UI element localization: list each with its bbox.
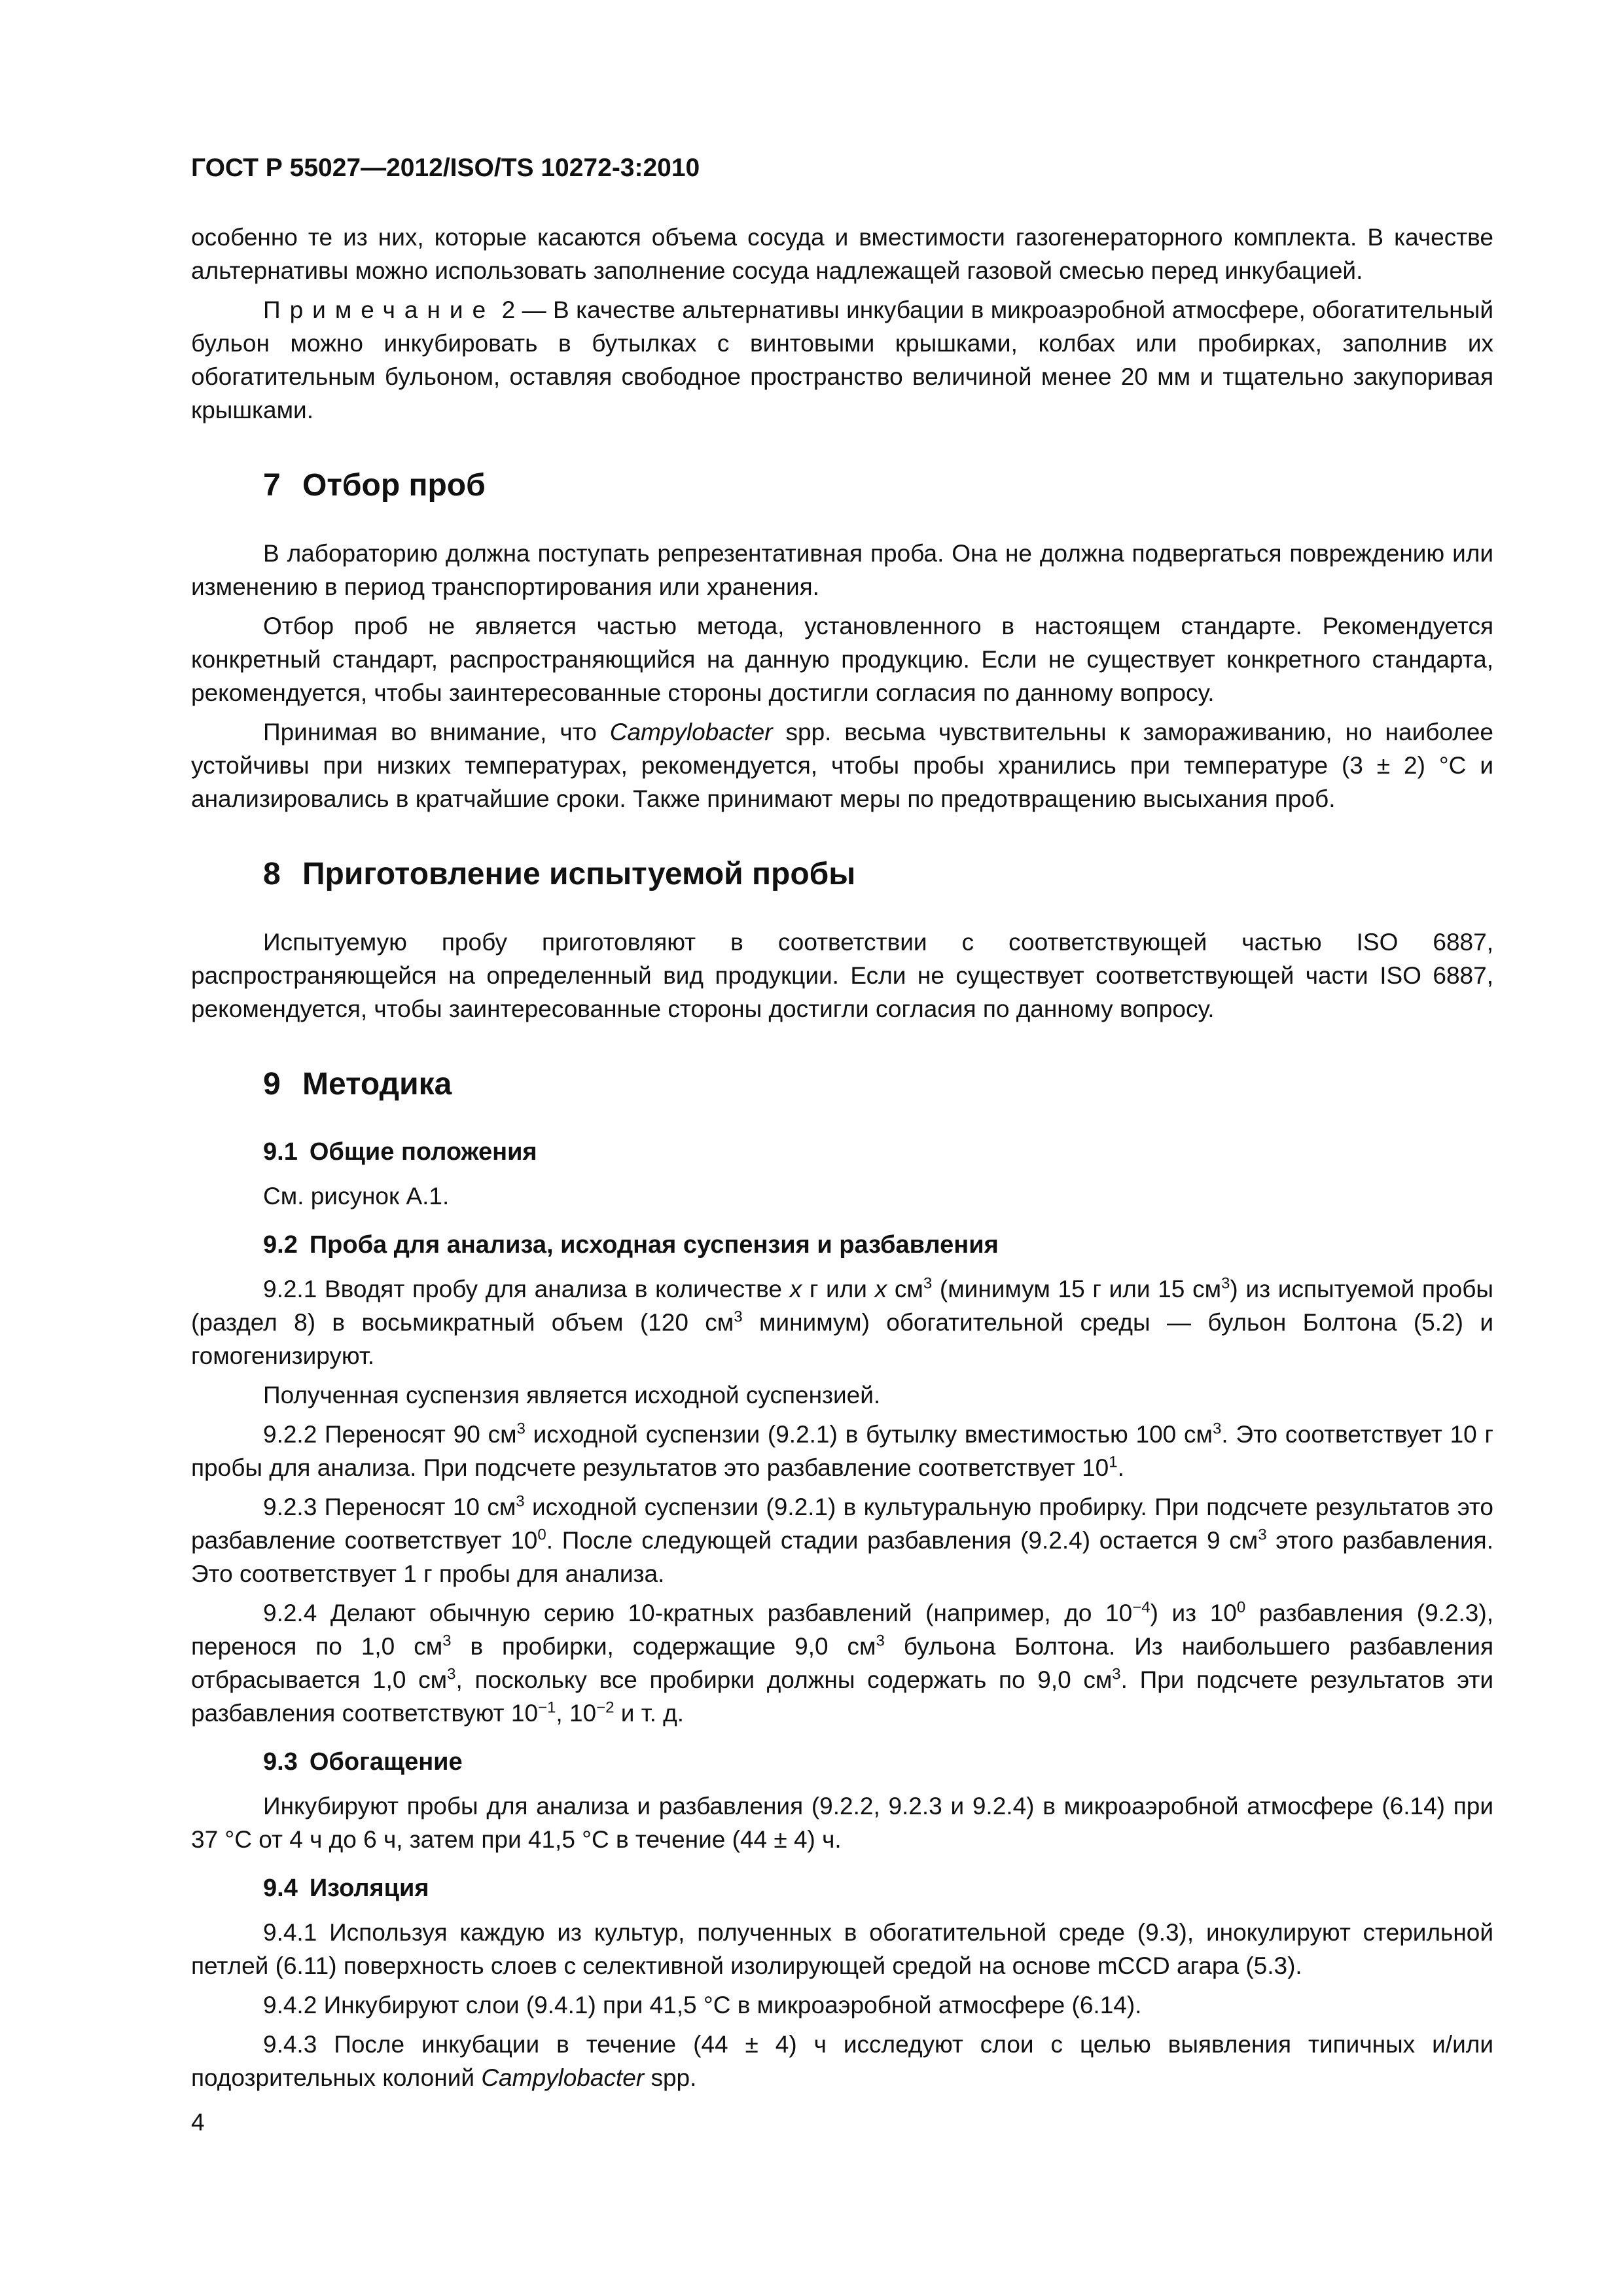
- superscript: 1: [1109, 1453, 1118, 1471]
- text-run: (минимум 15 г или 15 см: [932, 1276, 1222, 1302]
- clause-9-4-2-paragraph: 9.4.2 Инкубируют слои (9.4.1) при 41,5 °С в микроаэробной атмосфере (6.14).: [263, 1992, 1142, 2018]
- text-run: , поскольку все пробирки должны содержать по 9,0 см: [455, 1666, 1113, 1693]
- note-2-paragraph: [191, 293, 1493, 427]
- subsection-9-2-heading: [263, 1229, 1493, 1262]
- clause-9-4-1-paragraph: 9.4.1 Используя каждую из культур, полученных в обогатительной среде (9.3), инокулируют стерильной петлей (6.11) поверхность слоев с селективной изолирующей средой на основе mCCD агара (5.3).: [191, 1919, 1493, 1979]
- subsection-9-1-heading: [263, 1136, 1493, 1169]
- text-run: , 10: [556, 1700, 597, 1727]
- clause-9-2-4-paragraph: [191, 1596, 1493, 1730]
- text-run: . После следующей стадии разбавления (9.2.4) остается 9 см: [546, 1527, 1258, 1554]
- superscript: 3: [516, 1492, 525, 1511]
- subsection-9-3-heading: [263, 1746, 1493, 1779]
- text-run: в пробирки, содержащие 9,0 см: [451, 1633, 876, 1660]
- section-7-heading: [263, 466, 1493, 505]
- superscript: −4: [1132, 1598, 1150, 1617]
- superscript: 3: [876, 1632, 885, 1650]
- text-run: spp. весьма чувствительны к замораживанию, но наиболее устойчивы при низких температурах, рекомендуется, чтобы пробы хранились при температуре (3 ± 2) °С и анализировались в кратчайшие сроки. Также принимают меры по предотвращению высыхания проб.: [191, 719, 1493, 812]
- section-7-paragraph-3: [191, 715, 1493, 816]
- subsection-number: 9.1: [263, 1138, 298, 1166]
- subsection-number: 9.2: [263, 1231, 298, 1259]
- superscript: −1: [538, 1698, 556, 1717]
- text-run: этого разбавления. Это соответствует 1 г пробы для анализа.: [191, 1527, 1493, 1587]
- superscript: 3: [447, 1665, 456, 1683]
- section-title: Отбор проб: [302, 468, 486, 503]
- subsection-title: Общие положения: [309, 1138, 537, 1166]
- text-run: 9.2.2 Переносят 90 см: [263, 1421, 517, 1448]
- subsection-number: 9.4: [263, 1874, 298, 1902]
- page-number: 4: [191, 2109, 205, 2136]
- section-7-paragraph-2: Отбор проб не является частью метода, установленного в настоящем стандарте. Рекомендуется конкретный стандарт, распространяющийся на данную продукцию. Если не существует конкретного стандарта, рекомендуется, чтобы заинтересованные стороны достигли согласия по данному вопросу.: [191, 613, 1493, 706]
- italic-genus-name: Campylobacter: [609, 719, 773, 745]
- section-8-heading: [263, 855, 1493, 894]
- italic-genus-name: Campylobacter: [481, 2064, 645, 2091]
- intro-continuation-paragraph: особенно те из них, которые касаются объема сосуда и вместимости газогенераторного комплекта. В качестве альтернативы можно использовать заполнение сосуда надлежащей газовой смесью перед инкубацией.: [191, 224, 1493, 284]
- superscript: 3: [1212, 1420, 1222, 1438]
- text-run: . При подсчете результатов эти разбавления соответствуют 10: [191, 1666, 1493, 1727]
- note-label: Примечание: [263, 296, 495, 323]
- section-9-heading: [263, 1065, 1493, 1104]
- superscript: 0: [537, 1526, 546, 1544]
- superscript: 0: [1236, 1598, 1246, 1617]
- text-run: . Это соответствует 10 г пробы для анализа. При подсчете результатов это разбавление соответствует 10: [191, 1421, 1494, 1481]
- superscript: 3: [442, 1632, 452, 1650]
- section-number: 8: [263, 857, 281, 891]
- clause-9-2-2-paragraph: [191, 1418, 1493, 1484]
- subsection-title: Изоляция: [309, 1874, 429, 1902]
- section-title: Методика: [302, 1067, 452, 1102]
- subsection-9-4-heading: [263, 1872, 1493, 1905]
- text-run: 9.4.3 После инкубации в течение (44 ± 4) ч исследуют слои с целью выявления типичных и/или подозрительных колоний: [191, 2031, 1493, 2091]
- section-title: Приготовление испытуемой пробы: [302, 857, 856, 891]
- text-run: 9.2.4 Делают обычную серию 10-кратных разбавлений (например, до 10: [263, 1600, 1133, 1626]
- section-number: 7: [263, 468, 281, 503]
- section-number: 9: [263, 1067, 281, 1102]
- text-run: исходной суспензии (9.2.1) в культуральную пробирку. При подсчете результатов это разбавление соответствует 10: [191, 1494, 1494, 1554]
- superscript: 3: [734, 1308, 743, 1326]
- superscript: −2: [596, 1698, 615, 1717]
- subsection-9-1-text: См. рисунок А.1.: [263, 1183, 450, 1210]
- section-7-paragraph-1: В лабораторию должна поступать репрезентативная проба. Она не должна подвергаться повреждению или изменению в период транспортирования или хранения.: [191, 540, 1493, 600]
- page-content: [191, 152, 1493, 2100]
- text-run: 9.2.1 Вводят пробу для анализа в количестве: [263, 1276, 790, 1302]
- clause-9-2-1-paragraph: [191, 1272, 1493, 1372]
- clause-9-2-3-paragraph: [191, 1490, 1493, 1590]
- text-run: см: [887, 1276, 923, 1302]
- standard-header: ГОСТ Р 55027—2012/ISO/TS 10272-3:2010: [191, 154, 700, 182]
- text-run: бульона Болтона. Из наибольшего разбавления отбрасывается 1,0 см: [191, 1633, 1494, 1693]
- superscript: 3: [923, 1274, 933, 1293]
- text-run: spp.: [644, 2064, 697, 2091]
- text-run: исходной суспензии (9.2.1) в бутылку вместимостью 100 см: [525, 1421, 1213, 1448]
- subsection-number: 9.3: [263, 1748, 298, 1776]
- text-run: г или: [802, 1276, 875, 1302]
- subsection-title: Обогащение: [309, 1748, 463, 1776]
- clause-9-4-3-paragraph: [191, 2028, 1493, 2094]
- text-run: разбавления (9.2.3), перенося по 1,0 см: [191, 1600, 1493, 1660]
- subsection-9-3-text: Инкубируют пробы для анализа и разбавления (9.2.2, 9.2.3 и 9.2.4) в микроаэробной атмосфере (6.14) при 37 °С от 4 ч до 6 ч, затем при 41,5 °С в течение (44 ± 4) ч.: [191, 1793, 1493, 1853]
- text-run: Принимая во внимание, что: [263, 719, 610, 745]
- section-8-paragraph-1: Испытуемую пробу приготовляют в соответствии с соответствующей частью ISO 6887, распространяющейся на определенный вид продукции. Если не существует соответствующей части ISO 6887, рекомендуется, чтобы заинтересованные стороны достигли согласия по данному вопросу.: [191, 929, 1493, 1022]
- text-run: и т. д.: [614, 1700, 685, 1727]
- superscript: 3: [516, 1420, 526, 1438]
- superscript: 3: [1258, 1526, 1267, 1544]
- text-run: ) из 10: [1150, 1600, 1237, 1626]
- note-text: 2 — В качестве альтернативы инкубации в микроаэробной атмосфере, обогатительный бульон можно инкубировать в бутылках с винтовыми крышками, колбах или пробирках, заполнив их обогатительным бульоном, оставляя свободное пространство величиной менее 20 мм и тщательно закупоривая крышками.: [191, 296, 1493, 423]
- subsection-title: Проба для анализа, исходная суспензия и разбавления: [309, 1231, 999, 1259]
- superscript: 3: [1112, 1665, 1121, 1683]
- text-run: .: [1117, 1454, 1124, 1481]
- italic-variable: x: [874, 1276, 887, 1302]
- text-run: минимум) обогатительной среды — бульон Болтона (5.2) и гомогенизируют.: [191, 1309, 1493, 1369]
- italic-variable: x: [789, 1276, 802, 1302]
- superscript: 3: [1221, 1274, 1230, 1293]
- suspension-paragraph: Полученная суспензия является исходной суспензией.: [263, 1382, 881, 1408]
- text-run: 9.2.3 Переносят 10 см: [263, 1494, 516, 1520]
- text-run: ) из испытуемой пробы (раздел 8) в восьмикратный объем (120 см: [191, 1276, 1493, 1336]
